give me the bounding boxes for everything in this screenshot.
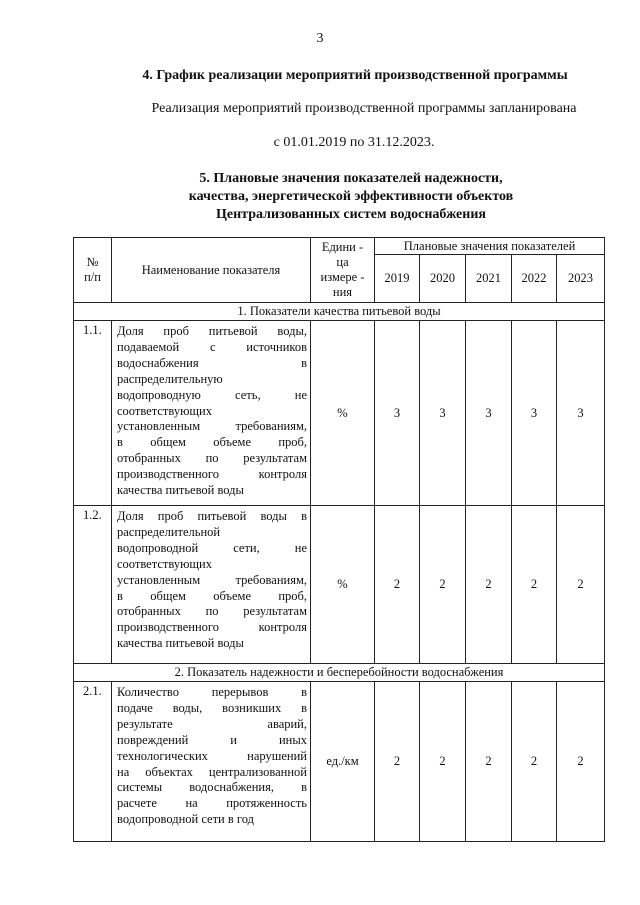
indicator-name-line: на объектах централизованной: [117, 764, 307, 779]
indicator-name-line: водопроводной сети, не: [117, 540, 307, 555]
header-year: 2019: [375, 255, 420, 303]
indicator-name: [112, 321, 311, 506]
indicator-name-line: распределительной: [117, 524, 221, 539]
page-number: 3: [316, 31, 324, 46]
schedule-paragraph-line-1: Реализация мероприятий производственной программы запланирована: [151, 101, 577, 116]
header-year: 2020: [420, 255, 466, 303]
indicator-name-line: установленным требованиям,: [117, 572, 307, 587]
indicator-name-line: в общем объеме проб,: [117, 588, 307, 603]
value-cell: 3: [512, 321, 557, 506]
indicator-name: [112, 506, 311, 664]
indicator-name-line: водопроводную сеть, не: [117, 387, 307, 402]
header-unit-line: измере -: [320, 270, 365, 284]
value-cell: 3: [557, 321, 605, 506]
row-number: 1.2.: [74, 506, 112, 664]
value-cell: 2: [375, 682, 420, 842]
indicators-table: [73, 237, 605, 842]
section-4-heading: 4. График реализации мероприятий производственной программы: [142, 68, 568, 83]
row-number: 1.1.: [74, 321, 112, 506]
indicator-name-line: системы водоснабжения, в: [117, 780, 307, 795]
indicator-name-line: установленным требованиям,: [117, 419, 307, 434]
value-cell: 3: [375, 321, 420, 506]
value-cell: 3: [420, 321, 466, 506]
header-unit-line: ния: [332, 285, 353, 299]
indicator-name-line: повреждений и иных: [117, 732, 307, 747]
section-title-reliability: 2. Показатель надежности и бесперебойности водоснабжения: [74, 664, 605, 682]
value-cell: 2: [557, 682, 605, 842]
row-number: 2.1.: [74, 682, 112, 842]
indicator-name: [112, 682, 311, 842]
unit-cell: %: [311, 321, 375, 506]
value-cell: 2: [466, 506, 512, 664]
indicator-name-line: производственного контроля: [117, 467, 307, 482]
indicator-name-line: подаче воды, возникших в: [117, 700, 307, 715]
value-cell: 2: [466, 682, 512, 842]
header-indicator-name: Наименование показателя: [112, 238, 311, 303]
indicator-name-line: технологических нарушений: [117, 748, 307, 763]
indicator-name-line: отобранных по результатам: [117, 604, 307, 619]
indicator-name-line: соответствующих: [117, 403, 212, 418]
header-year: 2022: [512, 255, 557, 303]
header-number-line: п/п: [84, 270, 101, 284]
indicator-name-line: водопроводной сети в год: [117, 812, 254, 827]
value-cell: 2: [557, 506, 605, 664]
indicator-name-line: соответствующих: [117, 556, 212, 571]
section-5-heading-line: Централизованных систем водоснабжения: [216, 207, 486, 222]
indicator-name-line: отобранных по результатам: [117, 451, 307, 466]
header-unit: [311, 238, 375, 303]
header-year: 2021: [466, 255, 512, 303]
indicator-name-line: водоснабжения в: [117, 355, 307, 370]
indicator-name-line: Доля проб питьевой воды,: [117, 324, 307, 338]
value-cell: 2: [420, 682, 466, 842]
indicator-name-line: в общем объеме проб,: [117, 435, 307, 450]
indicator-name-line: распределительную: [117, 371, 223, 386]
indicator-name-line: производственного контроля: [117, 620, 307, 635]
value-cell: 3: [466, 321, 512, 506]
section-title-water-quality: 1. Показатели качества питьевой воды: [74, 303, 605, 321]
value-cell: 2: [375, 506, 420, 664]
header-planned-values: Плановые значения показателей: [375, 238, 605, 255]
unit-cell: ед./км: [311, 682, 375, 842]
header-year: 2023: [557, 255, 605, 303]
indicator-name-line: результате аварий,: [117, 716, 307, 731]
section-5-heading-line: качества, энергетической эффективности объектов: [188, 189, 514, 204]
section-5-heading-line: 5. Плановые значения показателей надежности,: [199, 171, 503, 186]
header-number-line: №: [86, 255, 99, 269]
value-cell: 2: [420, 506, 466, 664]
value-cell: 2: [512, 682, 557, 842]
header-unit-line: ца: [336, 255, 349, 269]
indicator-name-line: расчете на протяженность: [117, 796, 307, 811]
unit-cell: %: [311, 506, 375, 664]
indicator-name-line: Количество перерывов в: [117, 685, 307, 699]
header-number: [74, 238, 112, 303]
schedule-paragraph-line-2: с 01.01.2019 по 31.12.2023.: [273, 135, 435, 150]
indicator-name-line: качества питьевой воды: [117, 483, 244, 498]
section-5-heading: [0, 170, 640, 224]
value-cell: 2: [512, 506, 557, 664]
indicator-name-line: качества питьевой воды: [117, 636, 244, 651]
indicator-name-line: подаваемой с источников: [117, 339, 307, 354]
header-unit-line: Едини -: [321, 240, 364, 254]
indicator-name-line: Доля проб питьевой воды в: [117, 509, 307, 523]
